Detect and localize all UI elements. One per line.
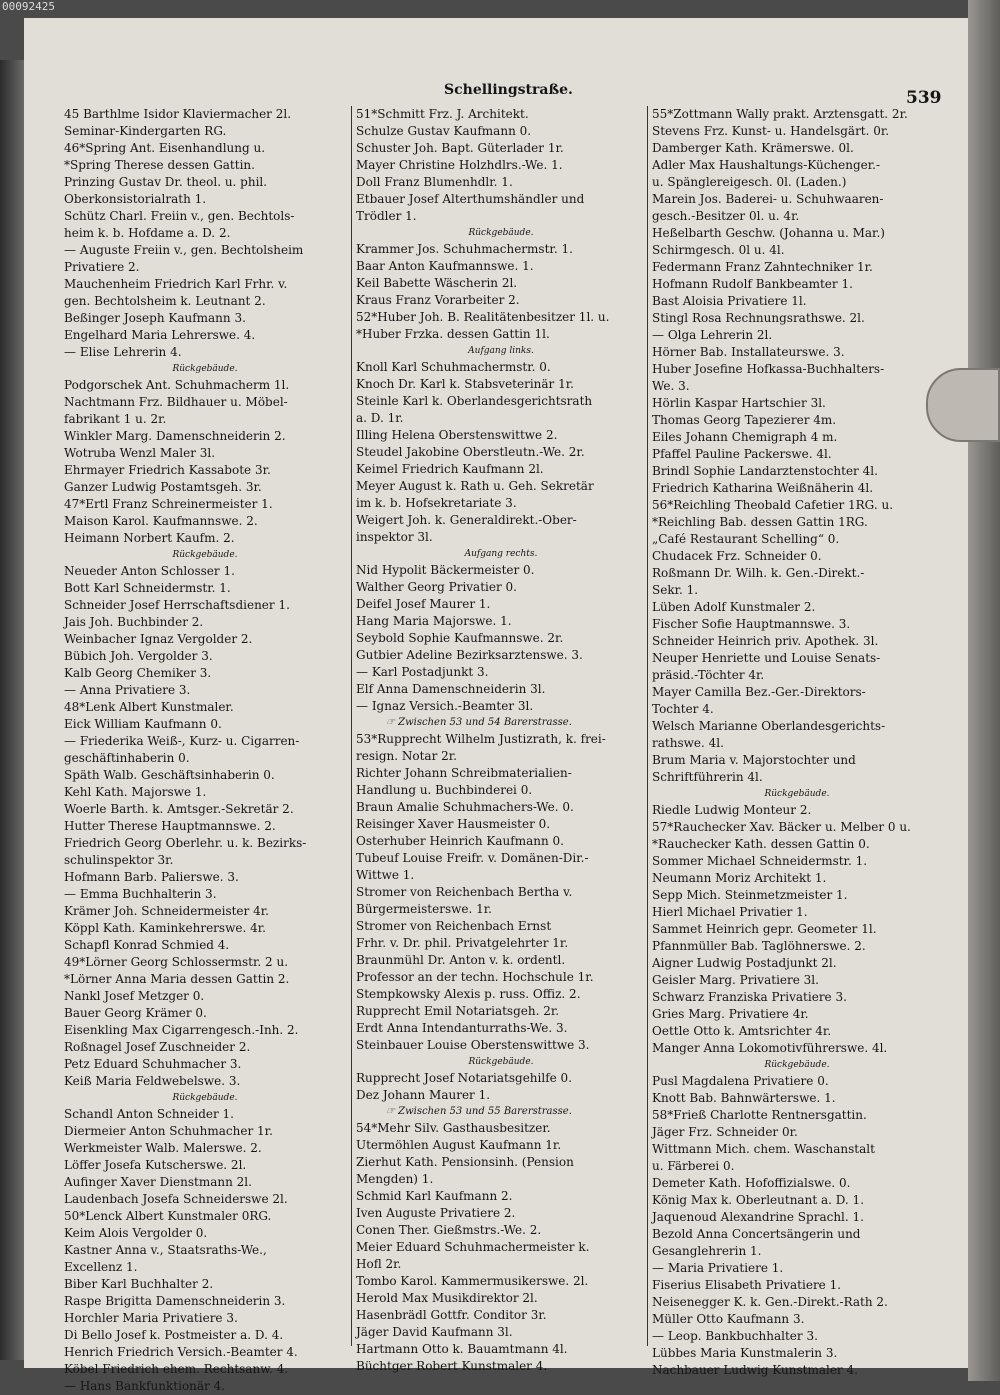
directory-entry: Stromer von Reichenbach Bertha v. Bürgermeisterswe. 1r. xyxy=(356,885,573,916)
directory-entry: Jaquenoud Alexandrine Sprachl. 1. xyxy=(652,1210,864,1224)
directory-entry: Conen Ther. Gießmstrs.-We. 2. xyxy=(356,1223,542,1237)
directory-entry: Hörlin Kaspar Hartschier 3l. xyxy=(652,396,826,410)
directory-entry: *Spring Therese dessen Gattin. xyxy=(64,158,255,172)
directory-entry: Demeter Kath. Hofoffizialswe. 0. xyxy=(652,1176,851,1190)
directory-entry: Marein Jos. Baderei- u. Schuhwaaren- gesch.-Besitzer 0l. u. 4r. xyxy=(652,192,884,223)
directory-entry: Richter Johann Schreibmaterialien- Handlung u. Buchbinderei 0. xyxy=(356,766,572,797)
directory-entry: Schneider Heinrich priv. Apothek. 3l. xyxy=(652,634,879,648)
directory-entry: Pfaffel Pauline Packerswe. 4l. xyxy=(652,447,832,461)
directory-entry: Roßnagel Josef Zuschneider 2. xyxy=(64,1040,251,1054)
directory-entry: Winkler Marg. Damenschneiderin 2. xyxy=(64,429,286,443)
directory-entry: Thomas Georg Tapezierer 4m. xyxy=(652,413,837,427)
column-3 xyxy=(652,106,942,1379)
directory-entry: *Huber Frzka. dessen Gattin 1l. xyxy=(356,327,550,341)
directory-entry: Sommer Michael Schneidermstr. 1. xyxy=(652,854,868,868)
directory-entry: Schneider Josef Herrschaftsdiener 1. xyxy=(64,598,290,612)
directory-entry: Oettle Otto k. Amtsrichter 4r. xyxy=(652,1024,832,1038)
directory-entry: Eick William Kaufmann 0. xyxy=(64,717,222,731)
directory-entry: Mayer Christine Holzhdlrs.-We. 1. xyxy=(356,158,563,172)
directory-entry: Friedrich Georg Oberlehr. u. k. Bezirks- schulinspektor 3r. xyxy=(64,836,307,867)
directory-entry: Hörner Bab. Installateurswe. 3. xyxy=(652,345,845,359)
directory-entry: 56*Reichling Theobald Cafetier 1RG. u. xyxy=(652,498,894,512)
directory-entry: Köppl Kath. Kaminkehrerswe. 4r. xyxy=(64,921,266,935)
section-heading: Aufgang links. xyxy=(468,346,534,356)
directory-entry: Sammet Heinrich gepr. Geometer 1l. xyxy=(652,922,877,936)
directory-entry: Nachbauer Ludwig Kunstmaler 4. xyxy=(652,1363,858,1377)
directory-entry: Eiles Johann Chemigraph 4 m. xyxy=(652,430,838,444)
directory-entry: Etbauer Josef Alterthumshändler und Trödler 1. xyxy=(356,192,585,223)
directory-entry: Knoll Karl Schuhmachermstr. 0. xyxy=(356,360,551,374)
cross-reference: ☞ Zwischen 53 und 55 Barerstrasse. xyxy=(386,1106,572,1117)
directory-entry: — Ignaz Versich.-Beamter 3l. xyxy=(356,699,534,713)
directory-entry: Fischer Sofie Hauptmannswe. 3. xyxy=(652,617,851,631)
directory-entry: Hofmann Barb. Palierswe. 3. xyxy=(64,870,239,884)
directory-entry: Keim Alois Vergolder 0. xyxy=(64,1226,208,1240)
column-2 xyxy=(356,106,646,1375)
directory-entry: Schapfl Konrad Schmied 4. xyxy=(64,938,230,952)
directory-entry: Osterhuber Heinrich Kaufmann 0. xyxy=(356,834,564,848)
book-gutter-shadow xyxy=(0,60,24,1360)
directory-entry: 46*Spring Ant. Eisenhandlung u. xyxy=(64,141,266,155)
directory-entry: Deifel Josef Maurer 1. xyxy=(356,597,491,611)
directory-entry: Wotruba Wenzl Maler 3l. xyxy=(64,446,216,460)
directory-entry: Brum Maria v. Majorstochter und Schriftführerin 4l. xyxy=(652,753,856,784)
section-heading: Rückgebäude. xyxy=(468,228,534,238)
directory-entry: — Friederika Weiß-, Kurz- u. Cigarren- geschäftinhaberin 0. xyxy=(64,734,300,765)
directory-entry: 47*Ertl Franz Schreinermeister 1. xyxy=(64,497,273,511)
directory-entry: Bübich Joh. Vergolder 3. xyxy=(64,649,213,663)
directory-entry: Kalb Georg Chemiker 3. xyxy=(64,666,212,680)
directory-entry: Di Bello Josef k. Postmeister a. D. 4. xyxy=(64,1328,284,1342)
directory-entry: Jäger David Kaufmann 3l. xyxy=(356,1325,513,1339)
directory-entry: Damberger Kath. Krämerswe. 0l. xyxy=(652,141,854,155)
column-divider xyxy=(351,106,352,1346)
directory-entry: — Olga Lehrerin 2l. xyxy=(652,328,773,342)
section-heading: Rückgebäude. xyxy=(172,550,238,560)
section-heading: Rückgebäude. xyxy=(172,1093,238,1103)
directory-entry: Stromer von Reichenbach Ernst Frhr. v. Dr. phil. Privatgelehrter 1r. xyxy=(356,919,569,950)
directory-entry: Ehrmayer Friedrich Kassabote 3r. xyxy=(64,463,271,477)
directory-entry: *Reichling Bab. dessen Gattin 1RG. xyxy=(652,515,868,529)
directory-entry: Heßelbarth Geschw. (Johanna u. Mar.) Schirmgesch. 0l u. 4l. xyxy=(652,226,885,257)
directory-entry: Kraus Franz Vorarbeiter 2. xyxy=(356,293,520,307)
directory-entry: Brindl Sophie Landarztenstochter 4l. xyxy=(652,464,878,478)
directory-entry: — Emma Buchhalterin 3. xyxy=(64,887,217,901)
directory-entry: Köbel Friedrich ehem. Rechtsanw. 4. xyxy=(64,1362,289,1376)
directory-entry: Zierhut Kath. Pensionsinh. (Pension Mengden) 1. xyxy=(356,1155,574,1186)
directory-entry: Wittmann Mich. chem. Waschanstalt u. Färberei 0. xyxy=(652,1142,875,1173)
directory-entry: Schulze Gustav Kaufmann 0. xyxy=(356,124,532,138)
directory-entry: Elf Anna Damenschneiderin 3l. xyxy=(356,682,546,696)
directory-entry: Laudenbach Josefa Schneiderswe 2l. xyxy=(64,1192,288,1206)
directory-entry: Meier Eduard Schuhmachermeister k. Hofl 2r. xyxy=(356,1240,590,1271)
directory-entry: Aufinger Xaver Dienstmann 2l. xyxy=(64,1175,252,1189)
directory-entry: Stevens Frz. Kunst- u. Handelsgärt. 0r. xyxy=(652,124,890,138)
directory-entry: Späth Walb. Geschäftsinhaberin 0. xyxy=(64,768,275,782)
directory-entry: Hartmann Otto k. Bauamtmann 4l. xyxy=(356,1342,568,1356)
directory-entry: 51*Schmitt Frz. J. Architekt. xyxy=(356,107,529,121)
directory-entry: Huber Josefine Hofkassa-Buchhalters- We. 3. xyxy=(652,362,885,393)
directory-entry: Hutter Therese Hauptmannswe. 2. xyxy=(64,819,276,833)
thumb-index-tab xyxy=(926,368,1000,442)
directory-entry: Bauer Georg Krämer 0. xyxy=(64,1006,207,1020)
directory-entry: 50*Lenck Albert Kunstmaler 0RG. xyxy=(64,1209,272,1223)
directory-entry: — Elise Lehrerin 4. xyxy=(64,345,182,359)
directory-entry: Bott Karl Schneidermstr. 1. xyxy=(64,581,231,595)
directory-entry: 53*Rupprecht Wilhelm Justizrath, k. frei- resign. Notar 2r. xyxy=(356,732,606,763)
directory-entry: Heimann Norbert Kaufm. 2. xyxy=(64,531,235,545)
directory-entry: Gutbier Adeline Bezirksarztenswe. 3. xyxy=(356,648,583,662)
directory-entry: Büchtger Robert Kunstmaler 4. xyxy=(356,1359,548,1373)
directory-entry: Adler Max Haushaltungs-Küchenger.- u. Spänglereigesch. 0l. (Laden.) xyxy=(652,158,881,189)
directory-entry: Keiß Maria Feldwebelswe. 3. xyxy=(64,1074,241,1088)
directory-entry: Schuster Joh. Bapt. Güterlader 1r. xyxy=(356,141,564,155)
directory-entry: — Leop. Bankbuchhalter 3. xyxy=(652,1329,818,1343)
directory-entry: Horchler Maria Privatiere 3. xyxy=(64,1311,238,1325)
directory-entry: Podgorschek Ant. Schuhmacherm 1l. xyxy=(64,378,290,392)
directory-entry: Braunmühl Dr. Anton v. k. ordentl. Professor an der techn. Hochschule 1r. xyxy=(356,953,594,984)
directory-entry: Keimel Friedrich Kaufmann 2l. xyxy=(356,462,544,476)
section-heading: Rückgebäude. xyxy=(764,1060,830,1070)
directory-entry: Neumann Moriz Architekt 1. xyxy=(652,871,827,885)
directory-entry: Hang Maria Majorswe. 1. xyxy=(356,614,512,628)
directory-entry: 54*Mehr Silv. Gasthausbesitzer. xyxy=(356,1121,551,1135)
directory-entry: Knott Bab. Bahnwärterswe. 1. xyxy=(652,1091,836,1105)
directory-page xyxy=(24,18,968,1393)
directory-entry: Mayer Camilla Bez.-Ger.-Direktors- Tochter 4. xyxy=(652,685,866,716)
directory-entry: König Max k. Oberleutnant a. D. 1. xyxy=(652,1193,865,1207)
directory-entry: Manger Anna Lokomotivführerswe. 4l. xyxy=(652,1041,888,1055)
directory-entry: Sepp Mich. Steinmetzmeister 1. xyxy=(652,888,848,902)
directory-entry: — Karl Postadjunkt 3. xyxy=(356,665,489,679)
directory-entry: Meyer August k. Rath u. Geh. Sekretär im k. b. Hofsekretariate 3. xyxy=(356,479,594,510)
directory-entry: — Anna Privatiere 3. xyxy=(64,683,191,697)
directory-entry: Erdt Anna Intendanturraths-We. 3. xyxy=(356,1021,568,1035)
directory-entry: Keil Babette Wäscherin 2l. xyxy=(356,276,518,290)
directory-entry: Fiserius Elisabeth Privatiere 1. xyxy=(652,1278,842,1292)
section-heading: Aufgang rechts. xyxy=(464,549,538,559)
directory-entry: Geisler Marg. Privatiere 3l. xyxy=(652,973,819,987)
directory-entry: Gries Marg. Privatiere 4r. xyxy=(652,1007,809,1021)
running-head: Schellingstraße. xyxy=(444,82,573,98)
directory-entry: Reisinger Xaver Hausmeister 0. xyxy=(356,817,551,831)
directory-entry: Neisenegger K. k. Gen.-Direkt.-Rath 2. xyxy=(652,1295,888,1309)
directory-entry: — Maria Privatiere 1. xyxy=(652,1261,784,1275)
directory-entry: Seminar-Kindergarten RG. xyxy=(64,124,227,138)
directory-entry: Hierl Michael Privatier 1. xyxy=(652,905,808,919)
directory-entry: Schwarz Franziska Privatiere 3. xyxy=(652,990,847,1004)
cross-reference: ☞ Zwischen 53 und 54 Barerstrasse. xyxy=(386,717,572,728)
directory-entry: 48*Lenk Albert Kunstmaler. xyxy=(64,700,234,714)
directory-entry: 58*Frieß Charlotte Rentnersgattin. xyxy=(652,1108,867,1122)
directory-entry: Neueder Anton Schlosser 1. xyxy=(64,564,235,578)
directory-entry: Beßinger Joseph Kaufmann 3. xyxy=(64,311,246,325)
directory-entry: Steudel Jakobine Oberstleutn.-We. 2r. xyxy=(356,445,585,459)
directory-entry: Woerle Barth. k. Amtsger.-Sekretär 2. xyxy=(64,802,294,816)
directory-entry: Rupprecht Emil Notariatsgeh. 2r. xyxy=(356,1004,560,1018)
directory-entry: Lüben Adolf Kunstmaler 2. xyxy=(652,600,816,614)
directory-entry: — Auguste Freiin v., gen. Bechtolsheim Privatiere 2. xyxy=(64,243,304,274)
directory-entry: Nid Hypolit Bäckermeister 0. xyxy=(356,563,535,577)
column-1 xyxy=(64,106,346,1395)
directory-entry: Steinle Karl k. Oberlandesgerichtsrath a. D. 1r. xyxy=(356,394,593,425)
directory-entry: Bezold Anna Concertsängerin und Gesanglehrerin 1. xyxy=(652,1227,861,1258)
directory-entry: Seybold Sophie Kaufmannswe. 2r. xyxy=(356,631,564,645)
directory-entry: *Lörner Anna Maria dessen Gattin 2. xyxy=(64,972,290,986)
directory-entry: Biber Karl Buchhalter 2. xyxy=(64,1277,214,1291)
directory-entry: Neuper Henriette und Louise Senats- präsid.-Töchter 4r. xyxy=(652,651,881,682)
directory-entry: Schmid Karl Kaufmann 2. xyxy=(356,1189,513,1203)
directory-entry: Weinbacher Ignaz Vergolder 2. xyxy=(64,632,253,646)
directory-entry: Steinbauer Louise Oberstenswittwe 3. xyxy=(356,1038,590,1052)
directory-entry: Hasenbrädl Gottfr. Conditor 3r. xyxy=(356,1308,547,1322)
directory-entry: Dez Johann Maurer 1. xyxy=(356,1088,491,1102)
directory-entry: Nankl Josef Metzger 0. xyxy=(64,989,205,1003)
directory-entry: Herold Max Musikdirektor 2l. xyxy=(356,1291,538,1305)
directory-entry: Utermöhlen August Kaufmann 1r. xyxy=(356,1138,562,1152)
directory-entry: Pusl Magdalena Privatiere 0. xyxy=(652,1074,829,1088)
directory-entry: Kastner Anna v., Staatsraths-We., Excellenz 1. xyxy=(64,1243,267,1274)
directory-entry: Jäger Frz. Schneider 0r. xyxy=(652,1125,798,1139)
column-divider xyxy=(647,106,648,1346)
directory-entry: 57*Rauchecker Xav. Bäcker u. Melber 0 u. xyxy=(652,820,911,834)
directory-entry: Roßmann Dr. Wilh. k. Gen.-Direkt.- Sekr. 1. xyxy=(652,566,865,597)
directory-entry: Walther Georg Privatier 0. xyxy=(356,580,517,594)
directory-entry: Tombo Karol. Kammermusikerswe. 2l. xyxy=(356,1274,589,1288)
directory-entry: Riedle Ludwig Monteur 2. xyxy=(652,803,812,817)
directory-entry: Mauchenheim Friedrich Karl Frhr. v. gen. Bechtolsheim k. Leutnant 2. xyxy=(64,277,288,308)
directory-entry: Krämer Joh. Schneidermeister 4r. xyxy=(64,904,269,918)
directory-entry: Henrich Friedrich Versich.-Beamter 4. xyxy=(64,1345,298,1359)
directory-entry: Welsch Marianne Oberlandesgerichts- rathswe. 4l. xyxy=(652,719,886,750)
directory-entry: Knoch Dr. Karl k. Stabsveterinär 1r. xyxy=(356,377,574,391)
directory-entry: 52*Huber Joh. B. Realitätenbesitzer 1l. u. xyxy=(356,310,610,324)
directory-entry: Stingl Rosa Rechnungsrathswe. 2l. xyxy=(652,311,865,325)
directory-entry: Tubeuf Louise Freifr. v. Domänen-Dir.- Wittwe 1. xyxy=(356,851,589,882)
directory-entry: Engelhard Maria Lehrerswe. 4. xyxy=(64,328,256,342)
directory-entry: Weigert Joh. k. Generaldirekt.-Ober- inspektor 3l. xyxy=(356,513,577,544)
directory-entry: Petz Eduard Schuhmacher 3. xyxy=(64,1057,242,1071)
directory-entry: Federmann Franz Zahntechniker 1r. xyxy=(652,260,873,274)
directory-entry: Schütz Charl. Freiin v., gen. Bechtols- heim k. b. Hofdame a. D. 2. xyxy=(64,209,295,240)
directory-entry: Lübbes Maria Kunstmalerin 3. xyxy=(652,1346,838,1360)
directory-entry: Jais Joh. Buchbinder 2. xyxy=(64,615,204,629)
directory-entry: 49*Lörner Georg Schlossermstr. 2 u. xyxy=(64,955,289,969)
directory-entry: Pfannmüller Bab. Taglöhnerswe. 2. xyxy=(652,939,866,953)
directory-entry: Iven Auguste Privatiere 2. xyxy=(356,1206,516,1220)
section-heading: Rückgebäude. xyxy=(172,364,238,374)
section-heading: Rückgebäude. xyxy=(468,1057,534,1067)
directory-entry: Schandl Anton Schneider 1. xyxy=(64,1107,234,1121)
directory-entry: Müller Otto Kaufmann 3. xyxy=(652,1312,805,1326)
directory-entry: *Rauchecker Kath. dessen Gattin 0. xyxy=(652,837,870,851)
directory-entry: Diermeier Anton Schuhmacher 1r. xyxy=(64,1124,273,1138)
directory-entry: Ganzer Ludwig Postamtsgeh. 3r. xyxy=(64,480,262,494)
directory-entry: Stempkowsky Alexis p. russ. Offiz. 2. xyxy=(356,987,581,1001)
directory-entry: Braun Amalie Schuhmachers-We. 0. xyxy=(356,800,574,814)
scan-id: 00092425 xyxy=(2,0,55,13)
directory-entry: Bast Aloisia Privatiere 1l. xyxy=(652,294,807,308)
directory-entry: Baar Anton Kaufmannswe. 1. xyxy=(356,259,534,273)
directory-entry: 45 Barthlme Isidor Klaviermacher 2l. xyxy=(64,107,292,121)
directory-entry: 55*Zottmann Wally prakt. Arztensgatt. 2r. xyxy=(652,107,908,121)
section-heading: Rückgebäude. xyxy=(764,789,830,799)
directory-entry: Doll Franz Blumenhdlr. 1. xyxy=(356,175,513,189)
directory-entry: Chudacek Frz. Schneider 0. xyxy=(652,549,822,563)
directory-entry: „Café Restaurant Schelling“ 0. xyxy=(652,532,840,546)
directory-entry: Maison Karol. Kaufmannswe. 2. xyxy=(64,514,258,528)
directory-entry: Friedrich Katharina Weißnäherin 4l. xyxy=(652,481,874,495)
directory-entry: Prinzing Gustav Dr. theol. u. phil. Oberkonsistorialrath 1. xyxy=(64,175,268,206)
directory-entry: — Hans Bankfunktionär 4. xyxy=(64,1379,226,1393)
directory-entry: Raspe Brigitta Damenschneiderin 3. xyxy=(64,1294,286,1308)
directory-entry: Krammer Jos. Schuhmachermstr. 1. xyxy=(356,242,573,256)
directory-entry: Kehl Kath. Majorswe 1. xyxy=(64,785,207,799)
directory-entry: Hofmann Rudolf Bankbeamter 1. xyxy=(652,277,853,291)
directory-entry: Aigner Ludwig Postadjunkt 2l. xyxy=(652,956,837,970)
page-number: 539 xyxy=(906,88,942,108)
directory-entry: Illing Helena Oberstenswittwe 2. xyxy=(356,428,558,442)
book-edge xyxy=(968,0,1000,1381)
directory-entry: Löffer Josefa Kutscherswe. 2l. xyxy=(64,1158,247,1172)
directory-entry: Eisenkling Max Cigarrengesch.-Inh. 2. xyxy=(64,1023,299,1037)
directory-entry: Nachtmann Frz. Bildhauer u. Möbel- fabrikant 1 u. 2r. xyxy=(64,395,288,426)
directory-entry: Rupprecht Josef Notariatsgehilfe 0. xyxy=(356,1071,573,1085)
directory-entry: Werkmeister Walb. Malerswe. 2. xyxy=(64,1141,262,1155)
